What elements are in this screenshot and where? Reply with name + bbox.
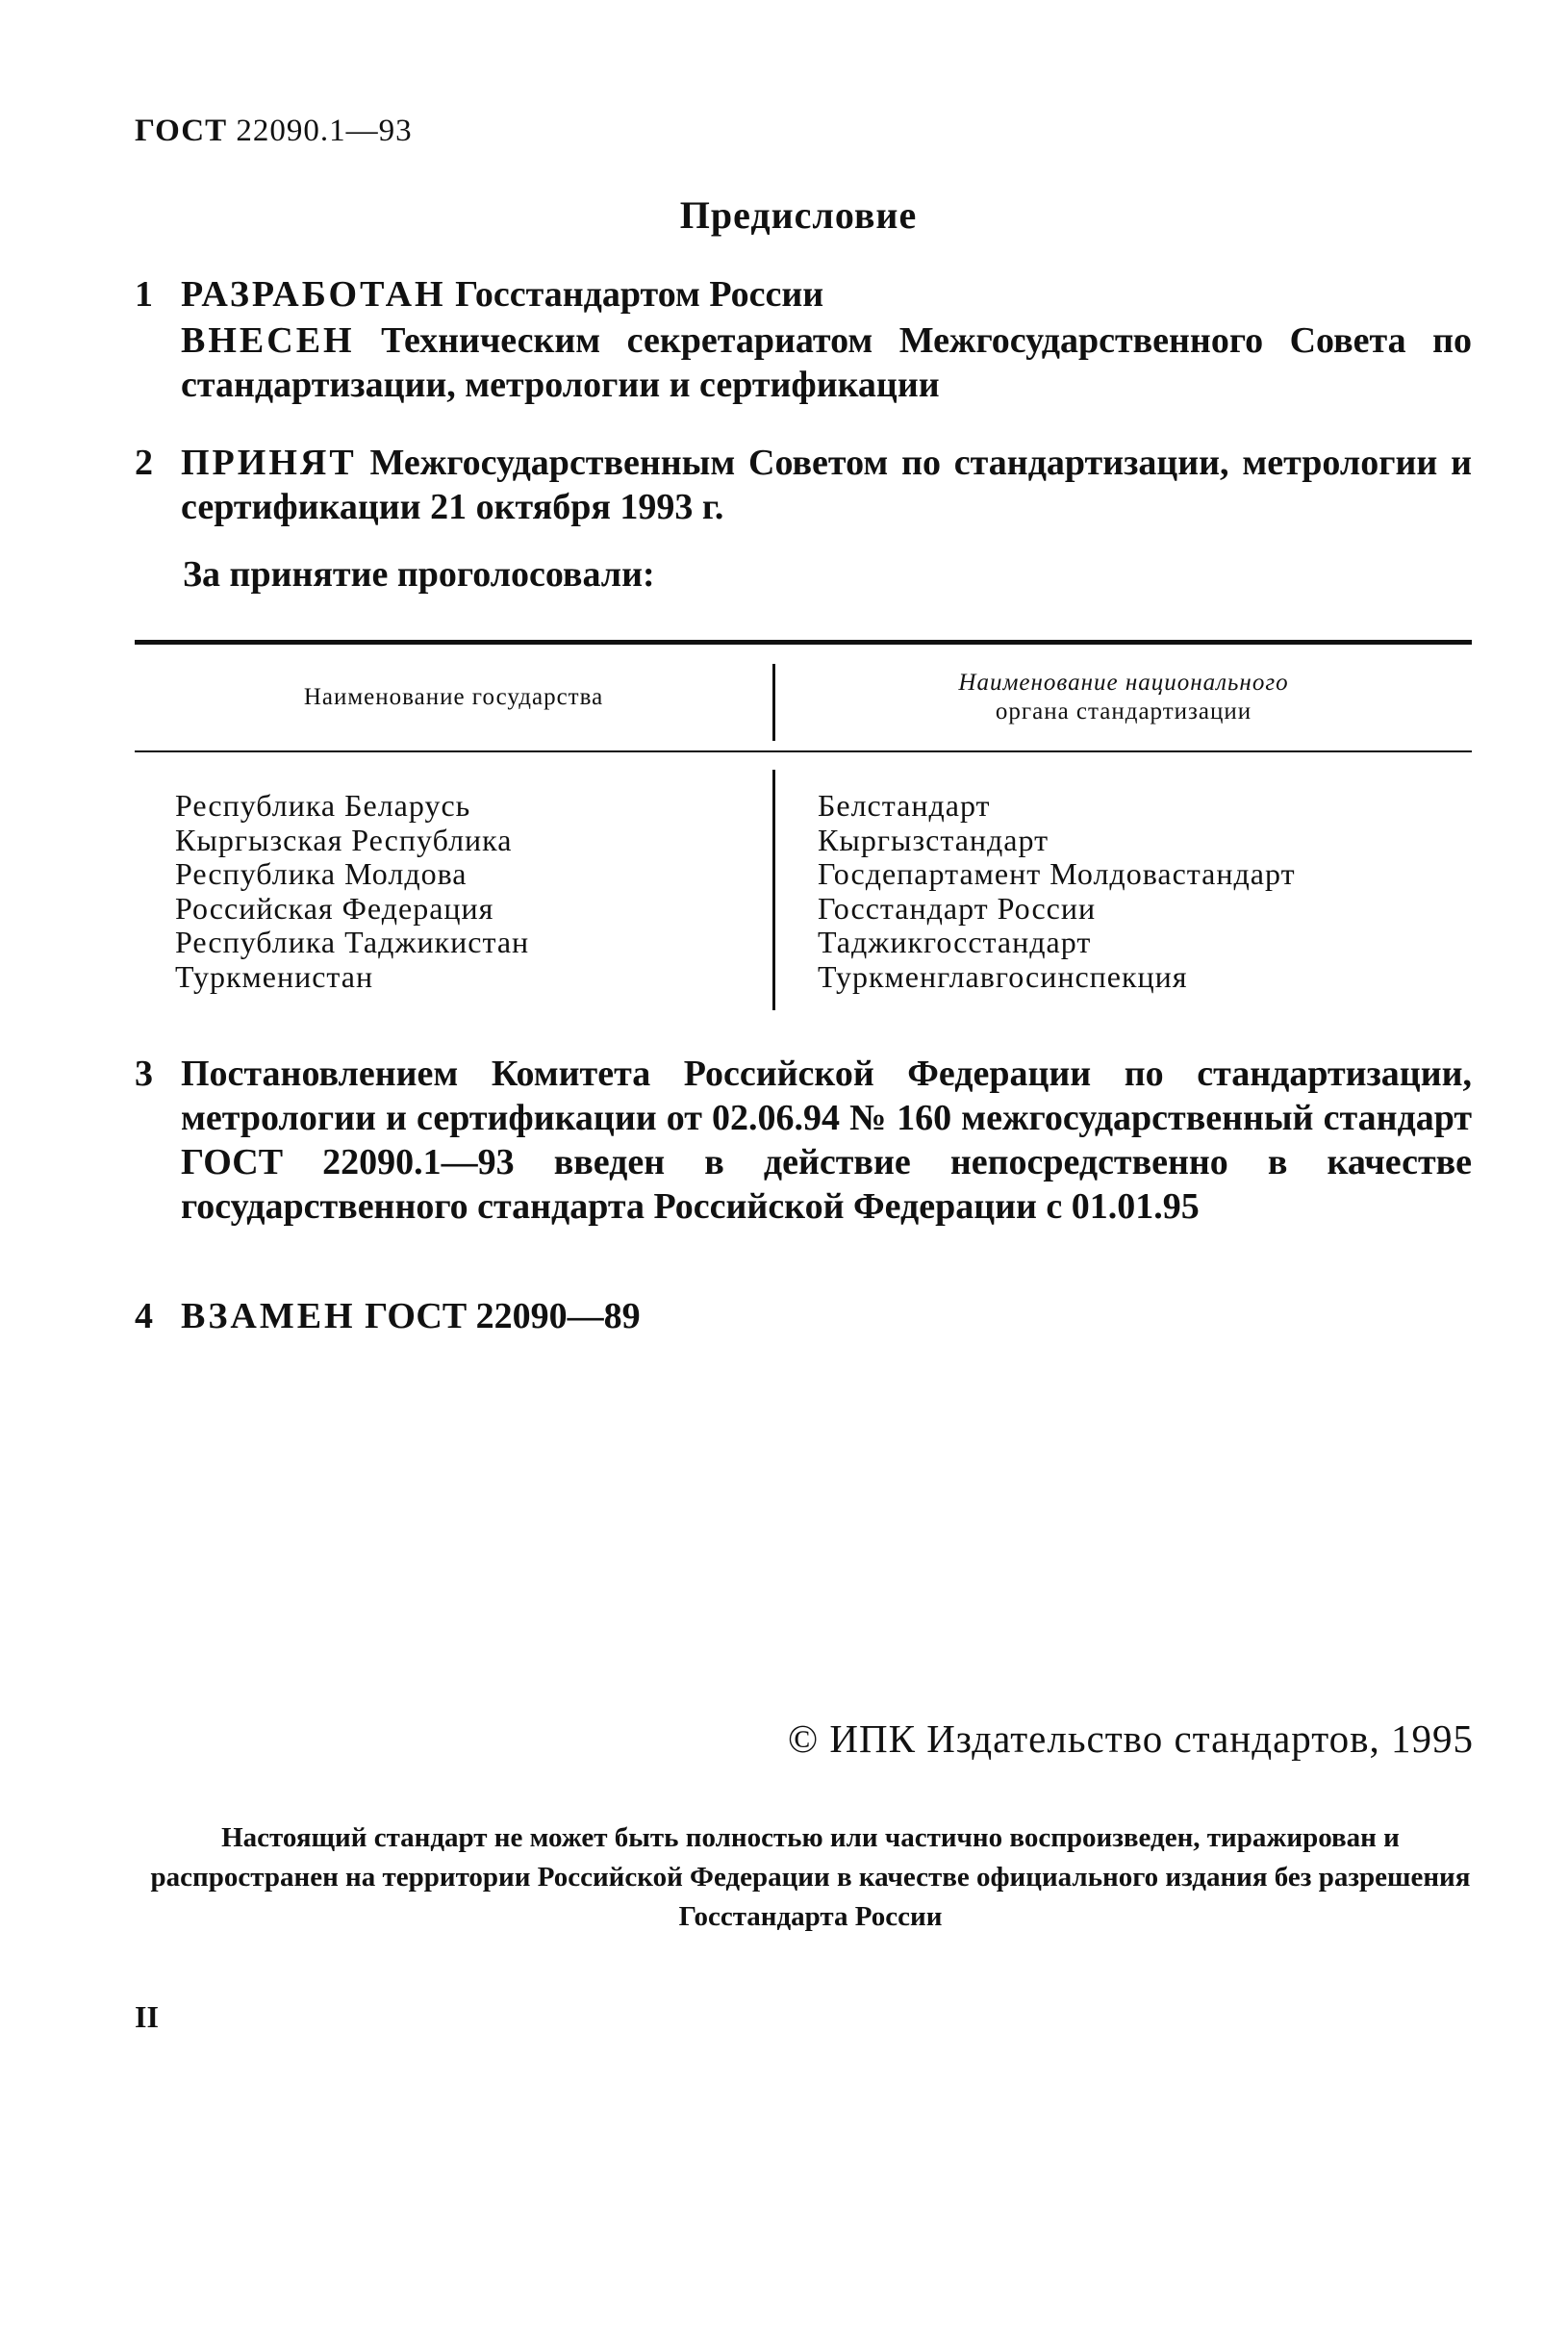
standard-code-prefix: ГОСТ bbox=[135, 114, 228, 148]
table-cell-body: Госдепартамент Молдовастандарт bbox=[818, 856, 1296, 891]
preface-item-2 bbox=[135, 441, 1472, 529]
table-header-rule bbox=[135, 750, 1472, 752]
item-line-submitted bbox=[181, 318, 1472, 407]
state-list bbox=[175, 789, 529, 994]
vote-intro: За принятие проголосовали: bbox=[183, 554, 655, 595]
item-label: ВЗАМЕН bbox=[181, 1296, 356, 1336]
item-label: ВНЕСЕН bbox=[181, 320, 355, 361]
standard-code bbox=[135, 114, 413, 149]
table-cell-state: Республика Молдова bbox=[175, 856, 468, 891]
table-header-body-line2: органа стандартизации bbox=[995, 699, 1252, 724]
body-list bbox=[818, 789, 1296, 994]
preface-item-4 bbox=[135, 1294, 1472, 1338]
page-title: Предисловие bbox=[679, 193, 918, 237]
item-number: 1 bbox=[135, 274, 153, 315]
table-cell-body: Кыргызстандарт bbox=[818, 822, 1050, 857]
item-number: 4 bbox=[135, 1296, 153, 1336]
item-text: ГОСТ 22090—89 bbox=[355, 1296, 641, 1336]
preface-item-1 bbox=[135, 272, 1472, 407]
table-body-divider bbox=[772, 770, 775, 1010]
table-cell-body: Туркменглавгосинспекция bbox=[818, 958, 1188, 994]
item-number: 3 bbox=[135, 1054, 153, 1094]
item-label: РАЗРАБОТАН bbox=[181, 274, 446, 315]
preface-item-3 bbox=[135, 1052, 1472, 1229]
standard-code-number: 22090.1—93 bbox=[236, 114, 413, 148]
item-text: Техническим секретариатом Межгосударственного Совета по стандартизации, метрологии и сертификации bbox=[181, 320, 1472, 405]
page-number: II bbox=[135, 1999, 159, 2034]
table-cell-state: Туркменистан bbox=[175, 958, 374, 994]
table-cell-state: Республика Таджикистан bbox=[175, 925, 530, 959]
table-header-state: Наименование государства bbox=[303, 684, 604, 710]
item-line-developed bbox=[181, 272, 1472, 317]
copyright-line: © ИПК Издательство стандартов, 1995 bbox=[787, 1716, 1474, 1761]
table-cell-state: Российская Федерация bbox=[175, 890, 494, 926]
item-text: Госстандартом России bbox=[445, 274, 824, 315]
table-cell-body: Таджикгосстандарт bbox=[818, 925, 1092, 959]
item-number: 2 bbox=[135, 443, 153, 483]
item-text: Постановлением Комитета Российской Федерации по стандартизации, метрологии и сертификации от 02.06.94 № 160 межгосударственный стандарт ГОСТ 22090.1—93 введен в действие непосредственно в качестве государственного стандарта Российской Федерации с 01.01.95 bbox=[181, 1054, 1472, 1227]
reproduction-notice: Настоящий стандарт не может быть полностью или частично воспроизведен, тиражирован и распространен на территории Российской Федерации в качестве официального издания без разрешения Госстандарта России bbox=[150, 1822, 1471, 1932]
item-text: Межгосударственным Советом по стандартизации, метрологии и сертификации 21 октября 1993 г. bbox=[181, 443, 1472, 527]
table-cell-body: Госстандарт России bbox=[818, 890, 1097, 926]
item-label: ПРИНЯТ bbox=[181, 443, 357, 483]
table-cell-state: Кыргызская Республика bbox=[175, 822, 513, 857]
table-cell-body: Белстандарт bbox=[818, 788, 991, 823]
table-header-body-line1: Наименование национального bbox=[958, 670, 1289, 696]
table-header-body bbox=[775, 669, 1472, 726]
table-cell-state: Республика Беларусь bbox=[175, 788, 471, 823]
table-top-rule bbox=[135, 640, 1472, 645]
